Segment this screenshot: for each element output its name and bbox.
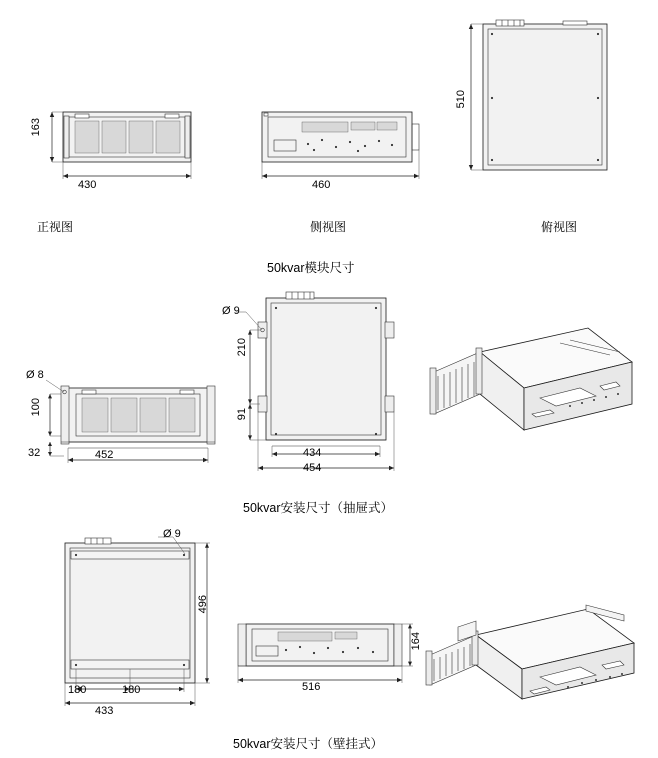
dim-510: 510 <box>455 90 467 109</box>
dim-163: 163 <box>30 118 42 137</box>
wall-top-view-drawing <box>25 525 235 710</box>
dim-100: 100 <box>30 398 42 417</box>
dim-d8: Ø 8 <box>26 369 44 381</box>
dim-430: 430 <box>78 179 97 191</box>
drawer-front-view-drawing <box>20 370 230 480</box>
caption-module-dimensions: 50kvar模块尺寸 <box>267 261 355 275</box>
dim-32: 32 <box>28 447 41 459</box>
dim-d9-drawer: Ø 9 <box>222 305 240 317</box>
dim-496: 496 <box>197 595 209 614</box>
side-view-drawing <box>250 100 450 190</box>
dim-164: 164 <box>410 632 422 651</box>
dim-433: 433 <box>95 705 114 717</box>
dim-452: 452 <box>95 449 114 461</box>
dim-91: 91 <box>236 408 248 421</box>
top-view-label: 俯视图 <box>541 220 578 234</box>
caption-wall-install: 50kvar安装尺寸（壁挂式） <box>233 737 384 751</box>
dim-180-left: 180 <box>68 684 87 696</box>
dim-516: 516 <box>302 681 321 693</box>
dim-434: 434 <box>303 447 322 459</box>
wall-front-view-drawing <box>228 610 418 700</box>
dim-210: 210 <box>236 338 248 357</box>
dim-454: 454 <box>303 462 322 474</box>
caption-drawer-install: 50kvar安装尺寸（抽屉式） <box>243 501 394 515</box>
front-view-drawing <box>30 100 230 190</box>
drawer-iso-view-drawing <box>420 310 640 470</box>
top-view-drawing <box>455 10 635 190</box>
side-view-label: 侧视图 <box>310 220 347 234</box>
dim-460: 460 <box>312 179 331 191</box>
wall-iso-view-drawing <box>418 595 643 725</box>
dim-d9-wall: Ø 9 <box>163 528 181 540</box>
front-view-label: 正视图 <box>37 220 74 234</box>
drawer-top-view-drawing <box>230 278 430 478</box>
dim-180-right: 180 <box>122 684 141 696</box>
